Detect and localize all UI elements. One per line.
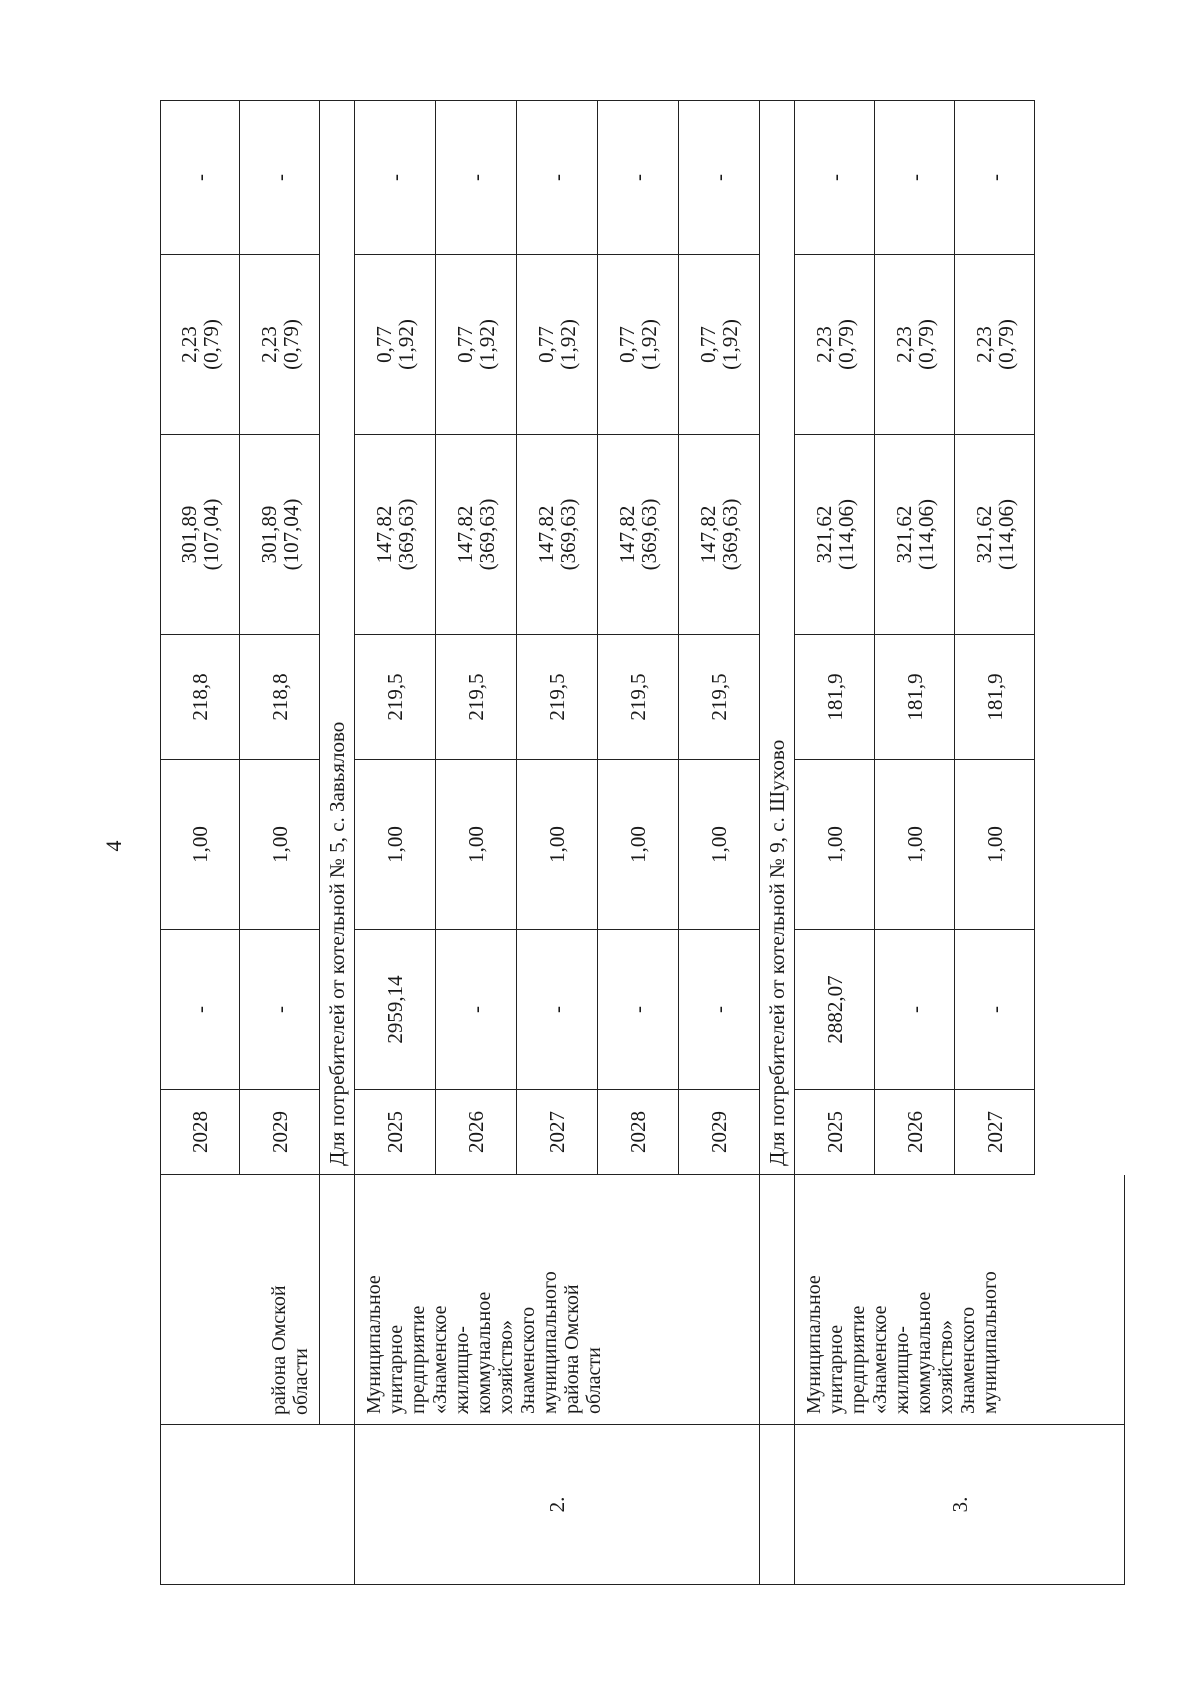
loss-cell <box>355 255 436 435</box>
loss-cell <box>875 255 955 435</box>
loss-sub: (1,92) <box>394 319 418 370</box>
org-tail: района Омской области <box>268 1285 312 1415</box>
year-cell: 2025 <box>355 1090 436 1175</box>
value-cell: 181,9 <box>875 635 955 760</box>
loss-value: 0,77 <box>453 326 477 363</box>
consumption-value: 301,89 <box>256 505 281 564</box>
year-cell: 2026 <box>875 1090 955 1175</box>
loss-cell <box>679 255 760 435</box>
year-cell: 2025 <box>795 1090 875 1175</box>
index-cell: 1,00 <box>240 760 320 930</box>
consumption-sub: (114,06) <box>913 499 938 570</box>
section-title: Для потребителей от котельной № 5, с. Завьялово <box>320 100 355 1175</box>
table-row <box>795 100 875 1585</box>
year-cell: 2027 <box>517 1090 598 1175</box>
consumption-sub: (114,06) <box>993 499 1018 570</box>
dash-cell: - <box>875 100 955 255</box>
investment-cell: 2959,14 <box>355 930 436 1090</box>
loss-cell <box>517 255 598 435</box>
org-cell <box>320 1175 355 1425</box>
index-cell: 1,00 <box>875 760 955 930</box>
loss-sub: (0,79) <box>833 319 858 370</box>
loss-sub: (0,79) <box>993 319 1018 370</box>
year-cell: 2028 <box>160 1090 240 1175</box>
consumption-sub: (369,63) <box>718 498 742 571</box>
loss-value: 2,23 <box>891 326 916 363</box>
org-name: Муниципальное унитарное предприятие «Знаменское жилищно- коммунальное хозяйство» Знаменского муниципального <box>795 1175 1125 1425</box>
investment-cell: - <box>679 930 760 1090</box>
consumption-sub: (369,63) <box>475 498 499 571</box>
table-row <box>517 100 598 1585</box>
value-cell: 219,5 <box>355 635 436 760</box>
loss-value: 0,77 <box>696 326 720 363</box>
loss-value: 2,23 <box>256 326 281 363</box>
value-cell: 219,5 <box>679 635 760 760</box>
value-cell: 218,8 <box>240 635 320 760</box>
index-cell: 1,00 <box>436 760 517 930</box>
table-row <box>955 100 1125 1585</box>
org-cell <box>760 1175 795 1425</box>
consumption-cell <box>955 435 1035 635</box>
consumption-sub: (369,63) <box>394 498 418 571</box>
loss-cell <box>955 255 1035 435</box>
consumption-sub: (369,63) <box>637 498 661 571</box>
dash-cell: - <box>955 100 1035 255</box>
consumption-value: 147,82 <box>534 505 558 564</box>
dash-cell: - <box>517 100 598 255</box>
table-row <box>436 100 517 1585</box>
loss-cell <box>598 255 679 435</box>
index-cell: 1,00 <box>795 760 875 930</box>
consumption-cell <box>598 435 679 635</box>
consumption-value: 321,62 <box>971 505 996 564</box>
index-cell: 1,00 <box>517 760 598 930</box>
consumption-cell <box>517 435 598 635</box>
year-cell: 2029 <box>240 1090 320 1175</box>
loss-sub: (1,92) <box>637 319 661 370</box>
table-row <box>355 100 436 1585</box>
section-title-row <box>760 100 795 1585</box>
loss-cell <box>795 255 875 435</box>
year-cell: 2027 <box>955 1090 1035 1175</box>
number-cell <box>320 1425 355 1585</box>
consumption-cell <box>875 435 955 635</box>
consumption-value: 147,82 <box>372 505 396 564</box>
consumption-value: 147,82 <box>696 505 720 564</box>
dash-cell: - <box>598 100 679 255</box>
value-cell: 181,9 <box>955 635 1035 760</box>
section-number: 2. <box>355 1425 760 1585</box>
loss-cell <box>240 255 320 435</box>
loss-value: 0,77 <box>372 326 396 363</box>
dash-cell: - <box>160 100 240 255</box>
value-cell: 218,8 <box>160 635 240 760</box>
year-cell: 2028 <box>598 1090 679 1175</box>
consumption-cell <box>355 435 436 635</box>
loss-sub: (1,92) <box>556 319 580 370</box>
consumption-cell <box>795 435 875 635</box>
page-number: 4 <box>101 840 126 852</box>
investment-cell: - <box>955 930 1035 1090</box>
consumption-sub: (107,04) <box>199 498 223 571</box>
consumption-cell <box>240 435 320 635</box>
index-cell: 1,00 <box>955 760 1035 930</box>
table-row <box>598 100 679 1585</box>
index-cell: 1,00 <box>160 760 240 930</box>
section-title: Для потребителей от котельной № 9, с. Шухово <box>760 100 795 1175</box>
section-title-row <box>320 100 355 1585</box>
investment-cell: - <box>517 930 598 1090</box>
index-cell: 1,00 <box>355 760 436 930</box>
investment-cell: - <box>436 930 517 1090</box>
loss-value: 2,23 <box>811 326 836 363</box>
consumption-value: 147,82 <box>615 505 639 564</box>
index-cell: 1,00 <box>679 760 760 930</box>
loss-value: 2,23 <box>971 326 996 363</box>
consumption-value: 321,62 <box>811 505 836 564</box>
loss-sub: (0,79) <box>278 319 303 370</box>
consumption-value: 321,62 <box>891 505 916 564</box>
loss-sub: (1,92) <box>718 319 742 370</box>
value-cell: 219,5 <box>436 635 517 760</box>
org-name: Муниципальное унитарное предприятие «Знаменское жилищно- коммунальное хозяйство» Знаменского муниципального района Омской области <box>355 1175 760 1425</box>
loss-cell <box>436 255 517 435</box>
dash-cell: - <box>240 100 320 255</box>
consumption-cell <box>679 435 760 635</box>
dash-cell: - <box>795 100 875 255</box>
consumption-sub: (369,63) <box>556 498 580 571</box>
tariff-table <box>160 100 1125 1585</box>
section-number: 3. <box>795 1425 1125 1585</box>
table-row <box>679 100 760 1585</box>
year-cell: 2029 <box>679 1090 760 1175</box>
investment-cell: - <box>160 930 240 1090</box>
dash-cell: - <box>679 100 760 255</box>
loss-value: 0,77 <box>615 326 639 363</box>
investment-cell: - <box>240 930 320 1090</box>
dash-cell: - <box>436 100 517 255</box>
value-cell: 219,5 <box>517 635 598 760</box>
consumption-sub: (114,06) <box>833 499 858 570</box>
dash-cell: - <box>355 100 436 255</box>
consumption-cell <box>436 435 517 635</box>
consumption-cell <box>160 435 240 635</box>
loss-sub: (1,92) <box>475 319 499 370</box>
table-row <box>875 100 955 1585</box>
value-cell: 181,9 <box>795 635 875 760</box>
consumption-value: 147,82 <box>453 505 477 564</box>
loss-value: 2,23 <box>177 326 201 363</box>
value-cell: 219,5 <box>598 635 679 760</box>
consumption-sub: (107,04) <box>278 498 303 571</box>
year-cell: 2026 <box>436 1090 517 1175</box>
loss-value: 0,77 <box>534 326 558 363</box>
investment-cell: - <box>598 930 679 1090</box>
loss-cell <box>160 255 240 435</box>
loss-sub: (0,79) <box>199 319 223 370</box>
loss-sub: (0,79) <box>913 319 938 370</box>
investment-cell: 2882,07 <box>795 930 875 1090</box>
index-cell: 1,00 <box>598 760 679 930</box>
number-cell <box>760 1425 795 1585</box>
consumption-value: 301,89 <box>177 505 201 564</box>
investment-cell: - <box>875 930 955 1090</box>
